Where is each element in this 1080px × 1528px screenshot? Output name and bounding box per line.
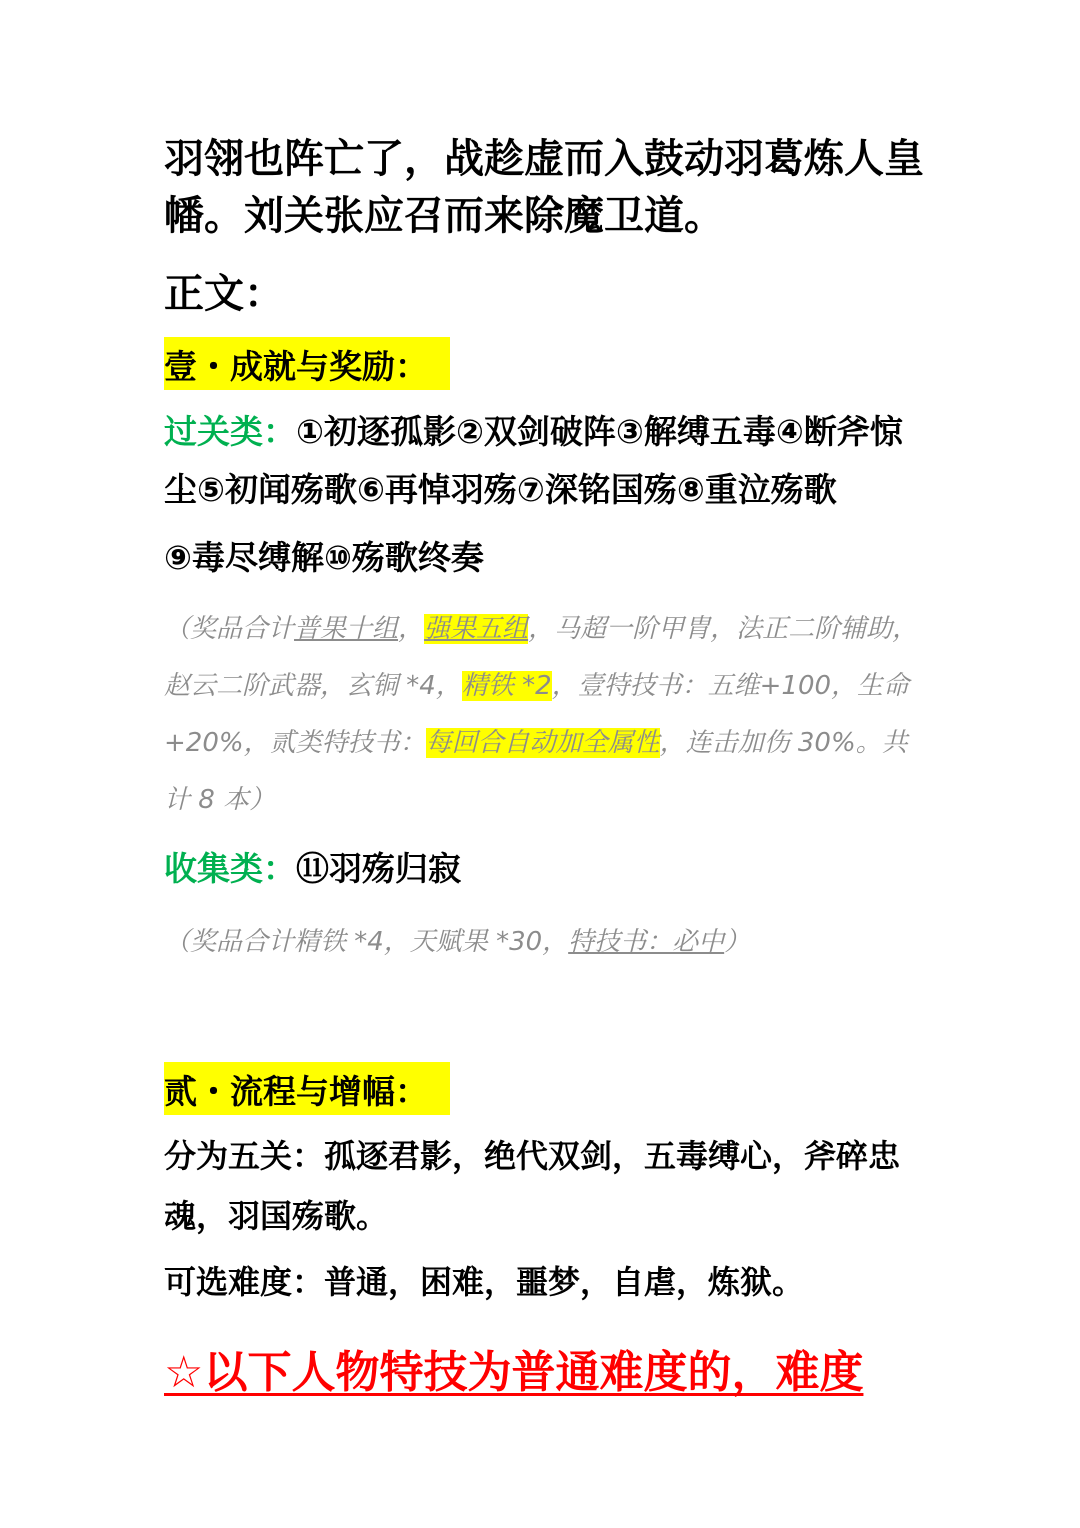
pass-items-2: 尘⑤初闻殇歌⑥再悼羽殇⑦深铭国殇⑧重泣殇歌 [164, 470, 837, 509]
collect-note [164, 914, 750, 971]
pass-category-label: 过关类： [164, 412, 296, 451]
reward-normal-fruit: 普果十组 [294, 614, 399, 644]
reward-note-text: 赵云二阶武器，玄铜 *4， [164, 671, 462, 701]
section-2-heading-text: 贰・流程与增幅： [164, 1072, 428, 1111]
section-2-heading [164, 1062, 450, 1115]
warning-line: ☆以下人物特技为普通难度的，难度 [164, 1347, 864, 1398]
reward-note [164, 601, 918, 829]
intro-line-2: 幡。刘关张应召而来除魔卫道。 [164, 193, 724, 239]
reward-auto-attribute: 每回合自动加全属性 [425, 728, 660, 758]
difficulty-line: 可选难度：普通，困难，噩梦，自虐，炼狱。 [164, 1263, 805, 1301]
stages-paragraph [164, 1126, 900, 1246]
reward-strong-fruit: 强果五组 [424, 614, 529, 644]
reward-note-text: ，连击加伤 30%。共 [659, 728, 908, 758]
intro-line-1: 羽翎也阵亡了，战趁虚而入鼓动羽葛炼人皇 [164, 136, 924, 182]
reward-note-line-2 [164, 658, 918, 715]
reward-note-line-4: 计 8 本） [164, 785, 276, 815]
intro-paragraph [164, 131, 924, 245]
section-1-heading [164, 337, 450, 390]
pass-line-1 [164, 403, 903, 461]
collect-note-text: ） [724, 927, 751, 957]
collect-category-label: 收集类： [164, 849, 296, 888]
section-1-heading-text: 壹・成就与奖励： [164, 347, 428, 386]
collect-skill-book: 特技书：必中 [568, 927, 725, 957]
reward-refined-iron: 精铁 *2 [461, 671, 552, 701]
reward-note-line-3 [164, 715, 918, 772]
pass-items-3: ⑨毒尽缚解⑩殇歌终奏 [164, 538, 484, 577]
collect-items: ⑪羽殇归寂 [296, 849, 461, 888]
reward-note-text: ，马超一阶甲胄，法正二阶辅助， [528, 614, 919, 644]
collect-note-text: （奖品合计精铁 *4，天赋果 *30， [164, 927, 569, 957]
reward-note-line-1 [164, 601, 918, 658]
reward-note-text: +20%，贰类特技书： [164, 728, 426, 758]
main-text-label: 正文： [164, 271, 284, 317]
reward-note-text: （奖品合计 [164, 614, 295, 644]
collect-category [164, 840, 461, 898]
stages-line-1: 分为五关：孤逐君影，绝代双剑，五毒缚心，斧碎忠 [164, 1137, 901, 1175]
reward-note-text: ，壹特技书：五维+100，生命 [551, 671, 910, 701]
stages-line-2: 魂，羽国殇歌。 [164, 1197, 389, 1235]
pass-items-1: ①初逐孤影②双剑破阵③解缚五毒④断斧惊 [296, 412, 903, 451]
reward-note-text: ， [398, 614, 425, 644]
pass-category [164, 403, 903, 519]
